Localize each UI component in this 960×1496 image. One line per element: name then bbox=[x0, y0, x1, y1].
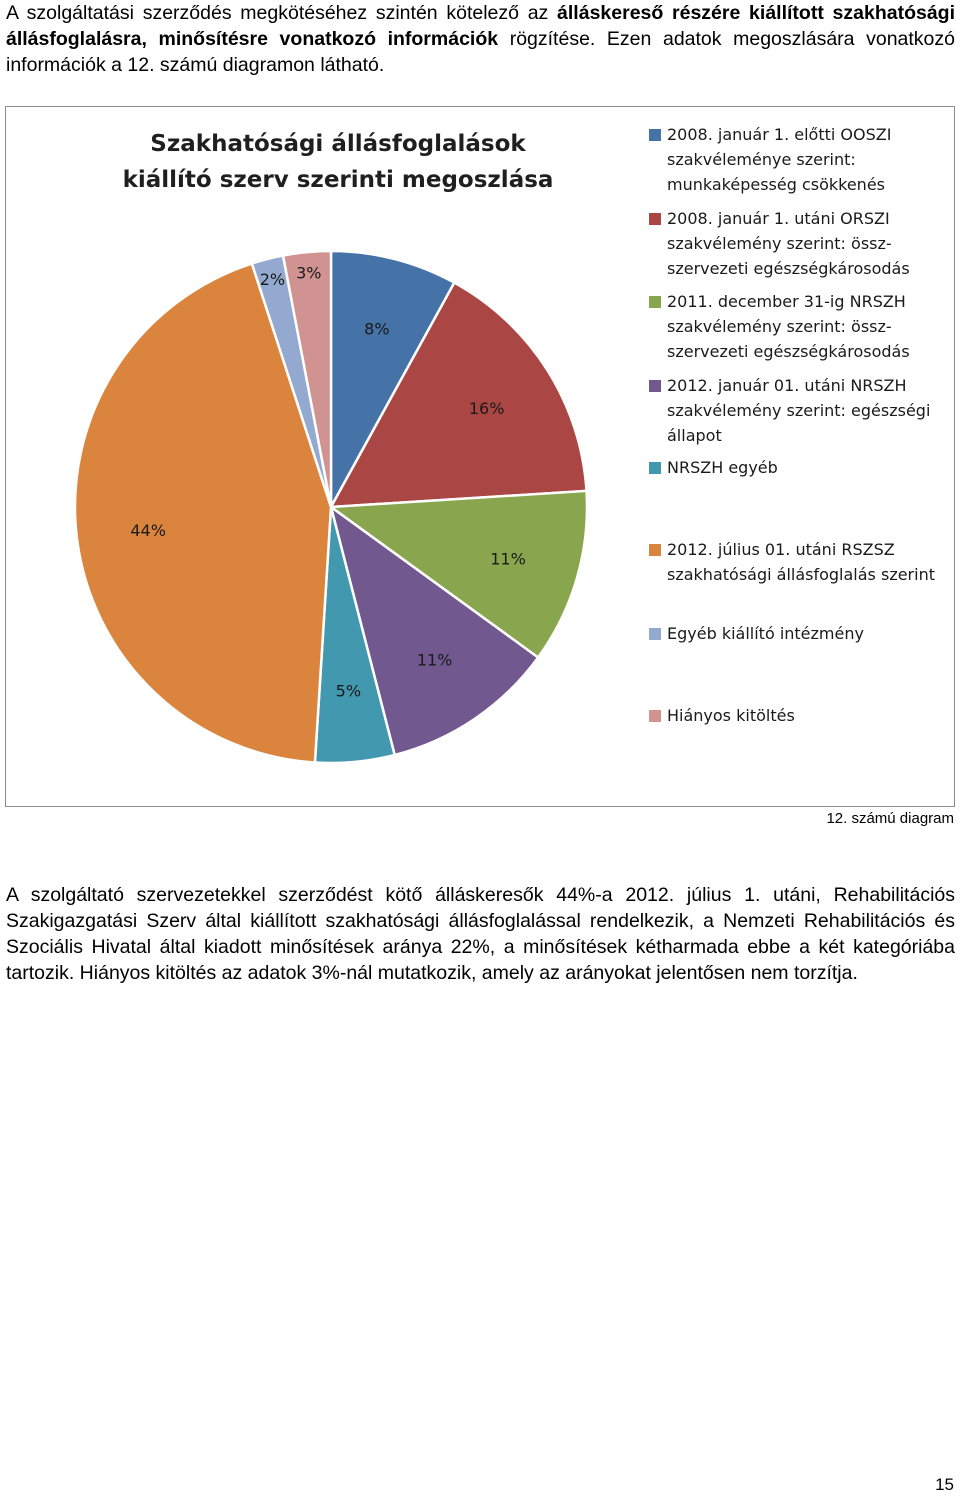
legend-label: szervezeti egészségkárosodás bbox=[667, 259, 910, 278]
legend-label: 2008. január 1. előtti OOSZI bbox=[667, 125, 892, 144]
legend-swatch bbox=[649, 129, 661, 141]
legend-label: szervezeti egészségkárosodás bbox=[667, 342, 910, 361]
chart-title-line: Szakhatósági állásfoglalások bbox=[150, 131, 526, 157]
chart-legend bbox=[649, 125, 935, 725]
legend-label: Hiányos kitöltés bbox=[667, 706, 795, 725]
legend-label: szakvélemény szerint: egészségi bbox=[667, 401, 931, 420]
legend-swatch bbox=[649, 628, 661, 640]
intro-text-2: rögzítése. Ezen adatok megoszlására vonatkozó információk a 12. számú diagramon látható. bbox=[6, 28, 955, 76]
intro-bold-text: álláskereső részére kiállított szakhatósági állásfoglalásra, minősítésre vonatkozó információk bbox=[6, 2, 956, 50]
legend-label: munkaképesség csökkenés bbox=[667, 175, 885, 194]
diagram-caption: 12. számú diagram bbox=[826, 810, 954, 827]
legend-label: szakhatósági állásfoglalás szerint bbox=[667, 565, 935, 584]
legend-label: szakvélemény szerint: össz- bbox=[667, 234, 892, 253]
legend-swatch bbox=[649, 213, 661, 225]
intro-paragraph bbox=[6, 0, 955, 78]
legend-label: állapot bbox=[667, 426, 722, 445]
legend-label: 2012. január 01. utáni NRSZH bbox=[667, 376, 907, 395]
pie-chart-svg bbox=[6, 107, 954, 806]
slice-data-label: 3% bbox=[296, 263, 322, 283]
chart-title bbox=[123, 131, 554, 193]
legend-swatch bbox=[649, 462, 661, 474]
legend-label: Egyéb kiállító intézmény bbox=[667, 624, 864, 643]
slice-data-label: 11% bbox=[416, 650, 453, 670]
intro-text-1: A szolgáltatási szerződés megkötéséhez szintén kötelező az bbox=[6, 2, 558, 24]
slice-data-label: 8% bbox=[364, 319, 390, 339]
slice-data-label: 44% bbox=[130, 521, 166, 541]
page-number: 15 bbox=[935, 1475, 954, 1494]
legend-swatch bbox=[649, 710, 661, 722]
slice-data-label: 5% bbox=[335, 681, 362, 701]
legend-swatch bbox=[649, 380, 661, 392]
chart-title-line: kiállító szerv szerinti megoszlása bbox=[122, 167, 554, 193]
pie-chart bbox=[5, 106, 955, 807]
slice-data-label: 2% bbox=[259, 269, 286, 289]
pie-slices bbox=[75, 251, 587, 763]
slice-data-label: 16% bbox=[468, 399, 505, 419]
legend-label: NRSZH egyéb bbox=[667, 458, 778, 477]
legend-swatch bbox=[649, 544, 661, 556]
legend-label: szakvélemény szerint: össz- bbox=[667, 317, 892, 336]
body-paragraph: A szolgáltató szervezetekkel szerződést kötő álláskeresők 44%-a 2012. július 1. utáni, Rehabilitációs Szakigazgatási Szerv által kiállított szakhatósági állásfoglalással rendelkezik, a Nemzeti Rehabilitációs és Szociális Hivatal által kiadott minősítések aránya 22%, a minősítések kétharmada ebbe a két kategóriába tartozik. Hiányos kitöltés az adatok 3%-nál mutatkozik, amely az arányokat jelentősen nem torzítja. bbox=[6, 884, 955, 984]
legend-label: 2008. január 1. utáni ORSZI bbox=[667, 209, 890, 228]
legend-label: 2012. július 01. utáni RSZSZ bbox=[667, 540, 895, 559]
legend-swatch bbox=[649, 296, 661, 308]
slice-data-label: 11% bbox=[490, 549, 526, 569]
legend-label: 2011. december 31-ig NRSZH bbox=[667, 292, 906, 311]
legend-label: szakvéleménye szerint: bbox=[667, 150, 856, 169]
